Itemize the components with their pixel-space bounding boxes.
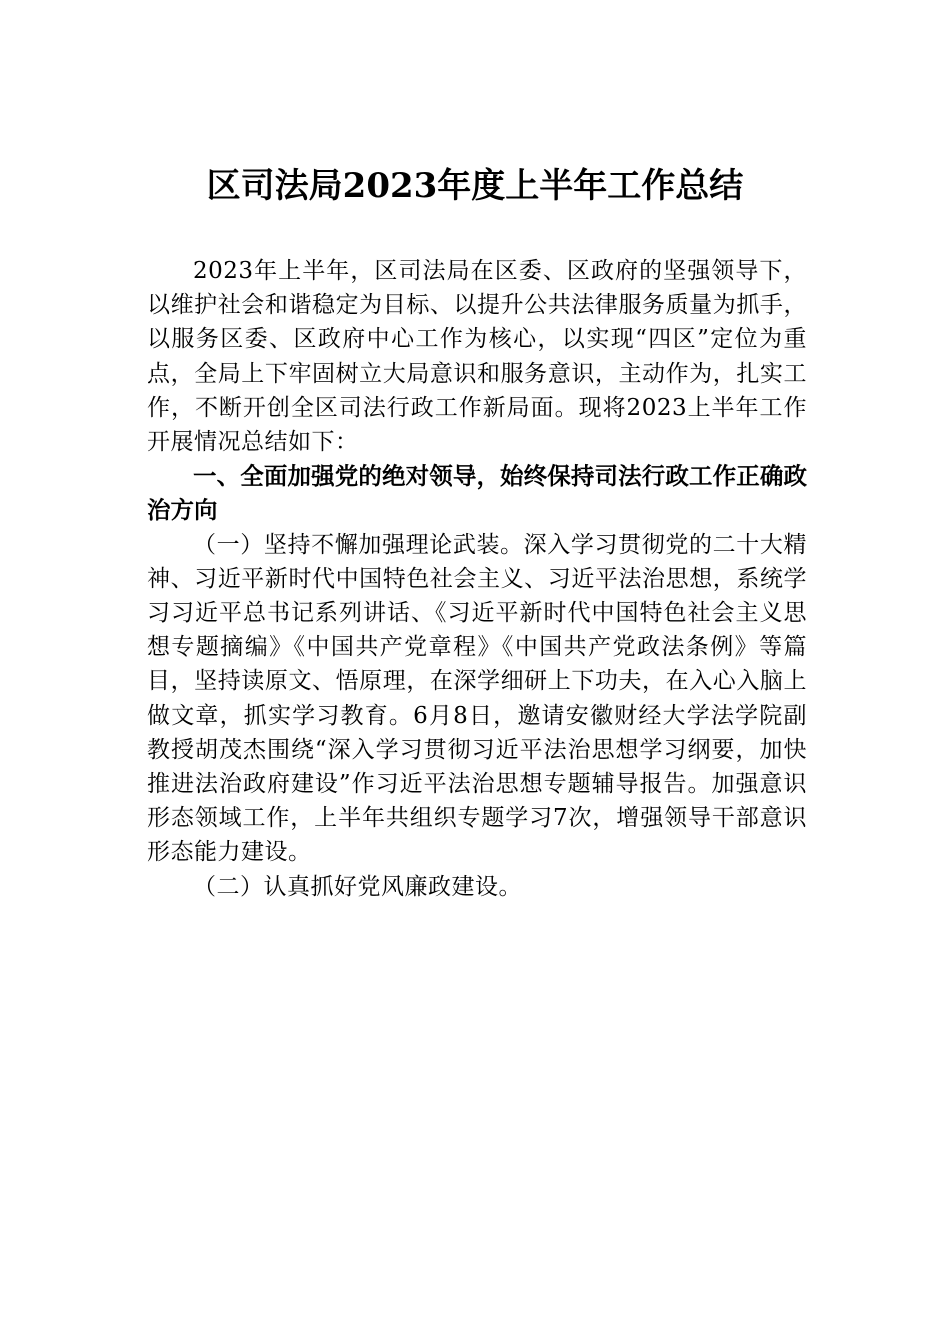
subsection-2-heading: （二）认真抓好党风廉政建设。	[193, 873, 522, 900]
document-title: 区司法局2023年度上半年工作总结	[206, 166, 744, 206]
section-heading-1: 一、全面加强党的绝对领导，始终保持司法行政工作正确政治方向	[147, 462, 807, 525]
subsection-1-paragraph: （一）坚持不懈加强理论武装。深入学习贯彻党的二十大精神、习近平新时代中国特色社会主义、习近平法治思想，系统学习习近平总书记系列讲话、《习近平新时代中国特色社会主义思想专题摘编》《中国共产党章程》《中国共产党政法条例》等篇目，坚持读原文、悟原理，在深学细研上下功夫，在入心入脑上做文章，抓实学习教育。6月8日，邀请安徽财经大学法学院副教授胡茂杰围绕“深入学习贯彻习近平法治思想学习纲要，加快推进法治政府建设”作习近平法治思想专题辅导报告。加强意识形态领域工作，上半年共组织专题学习7次，增强领导干部意识形态能力建设。	[147, 531, 807, 866]
intro-paragraph: 2023年上半年，区司法局在区委、区政府的坚强领导下，以维护社会和谐稳定为目标、以提升公共法律服务质量为抓手，以服务区委、区政府中心工作为核心，以实现“四区”定位为重点，全局上下牢固树立大局意识和服务意识，主动作为，扎实工作，不断开创全区司法行政工作新局面。现将2023上半年工作开展情况总结如下：	[147, 258, 807, 456]
document-body	[147, 254, 807, 904]
